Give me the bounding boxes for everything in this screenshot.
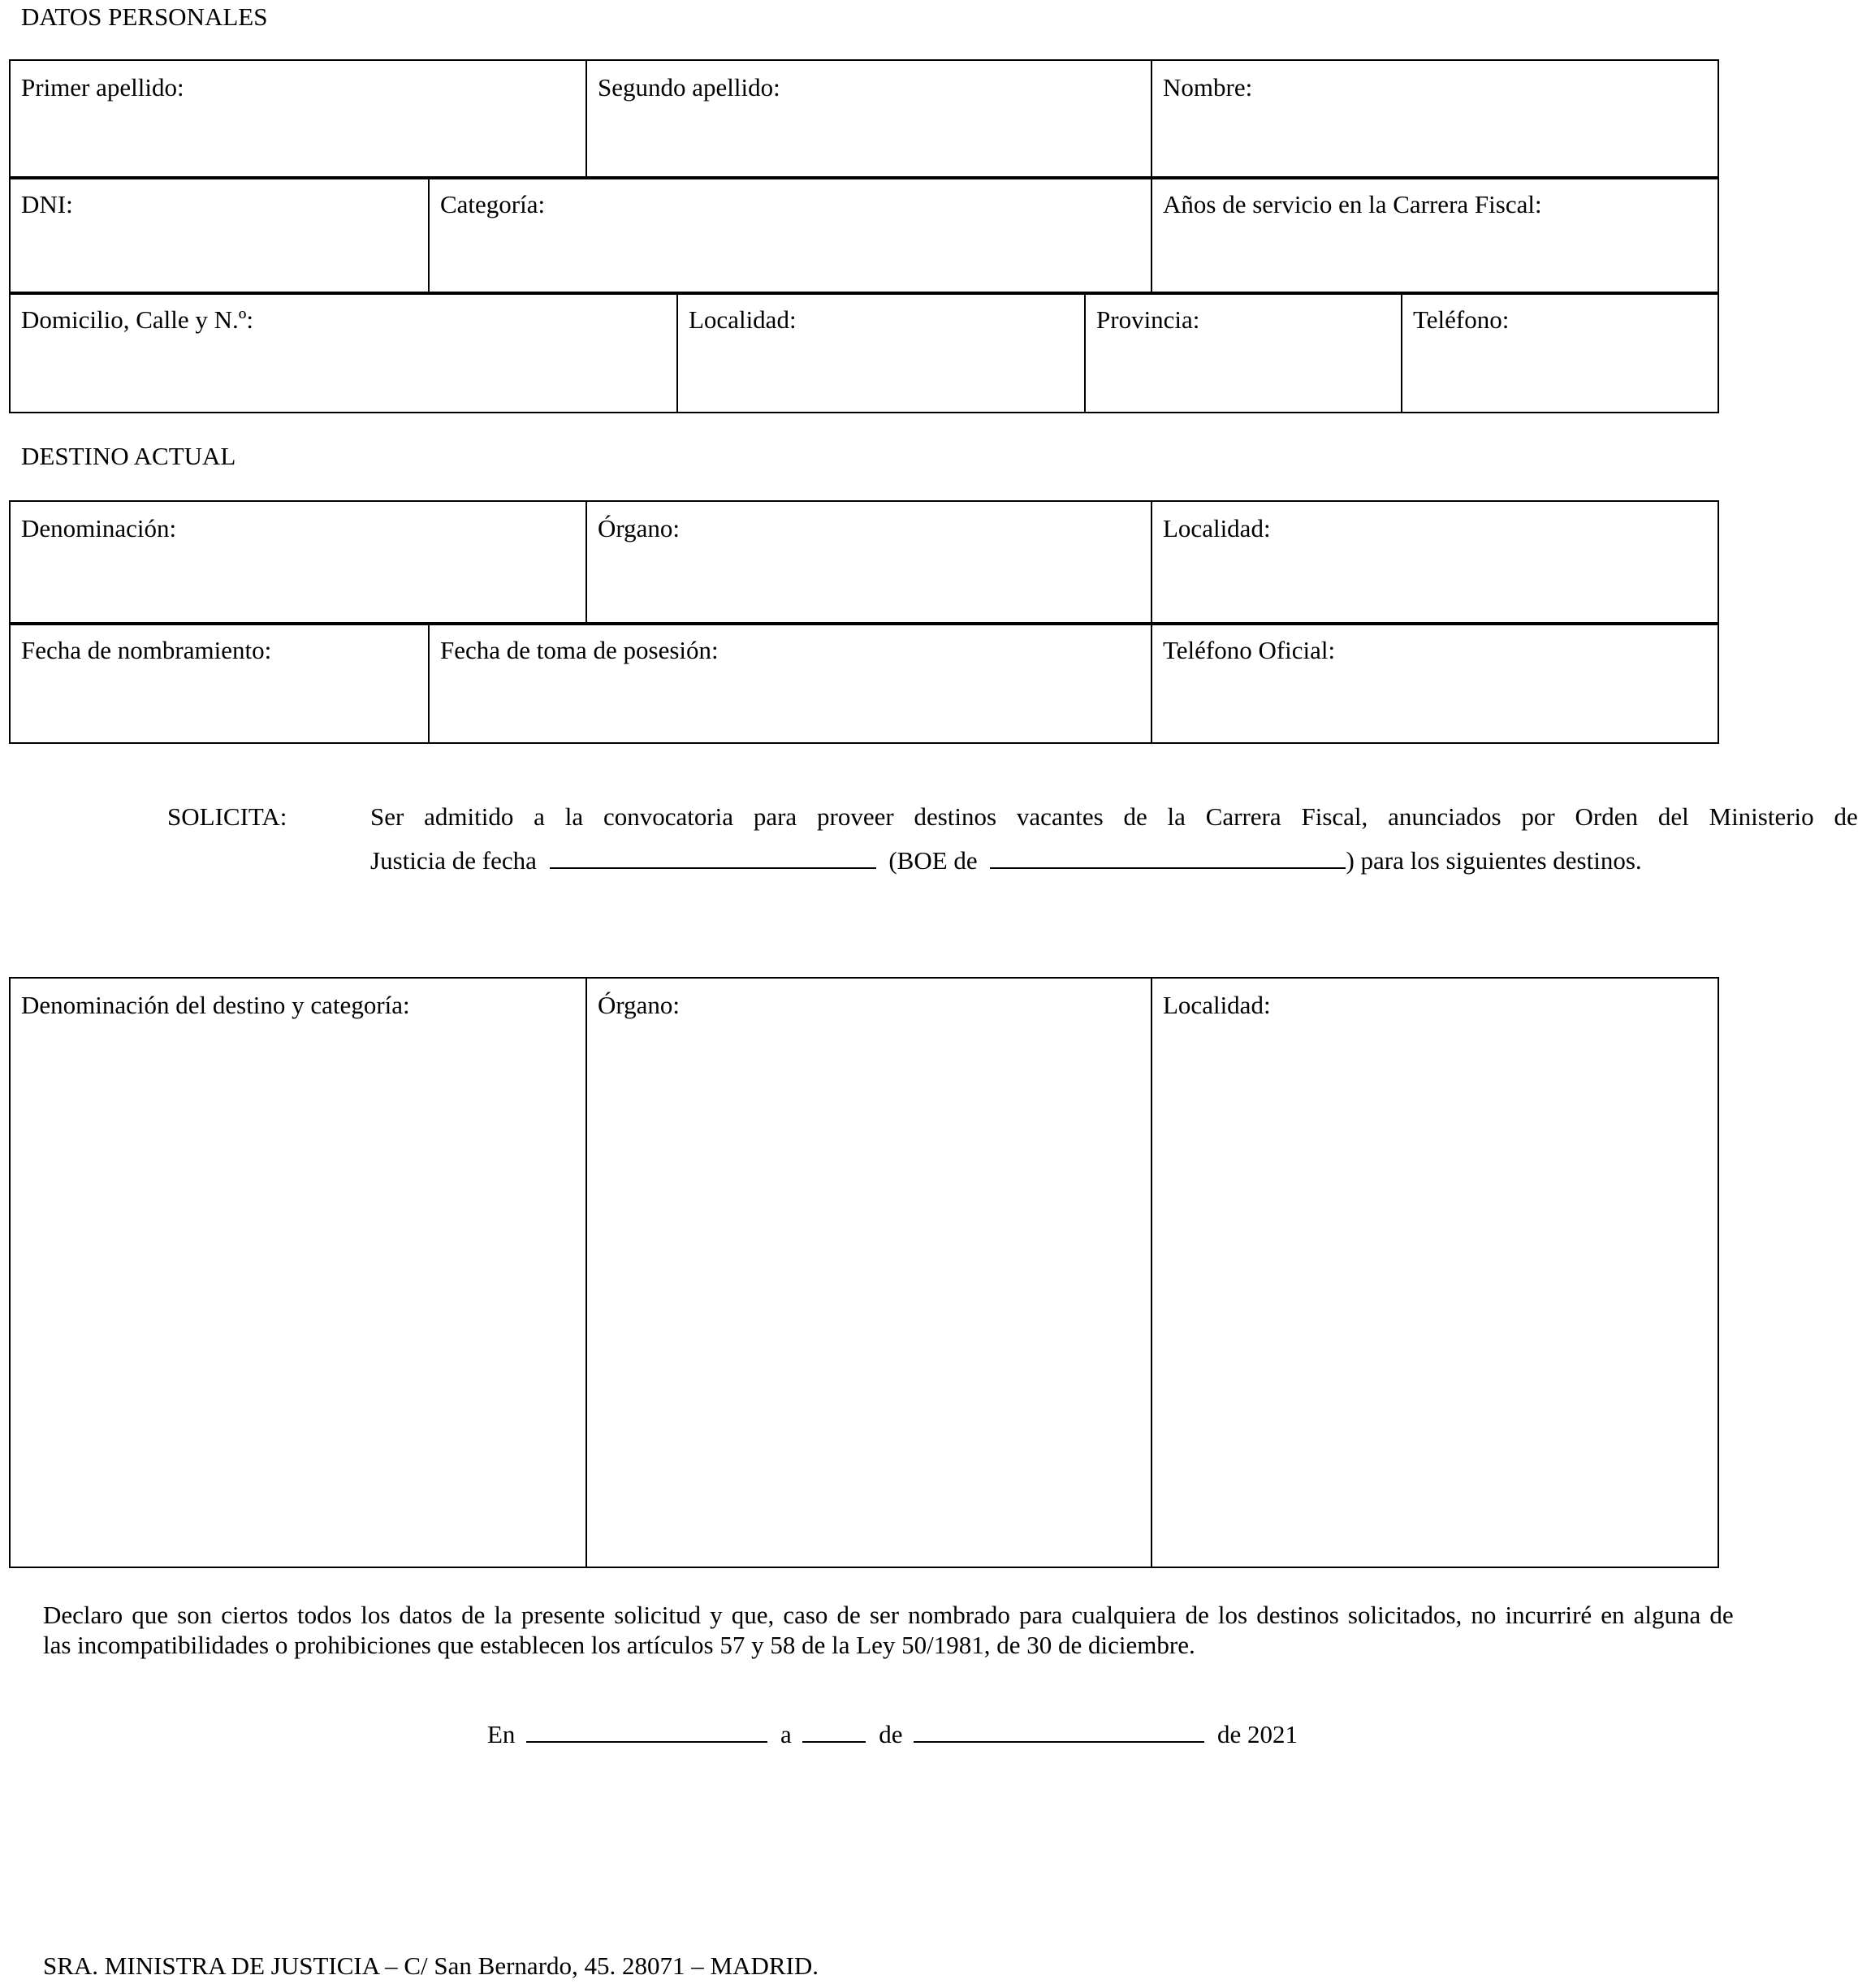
solicita-label: SOLICITA:: [167, 802, 287, 831]
declaracion-line1-word: que: [132, 1601, 168, 1629]
datos-personales-row3: [9, 292, 1719, 413]
declaracion-line1-word: son: [177, 1601, 213, 1629]
provincia-field[interactable]: [1085, 292, 1402, 413]
solicita-line1-word: anunciados: [1388, 802, 1502, 831]
anos-servicio-label: Años de servicio en la Carrera Fiscal:: [1163, 190, 1542, 218]
solicita-line1-word: del: [1657, 802, 1689, 831]
solicita-line1-word: de: [1834, 802, 1858, 831]
declaracion-line1-word: de: [1709, 1601, 1734, 1629]
de-text: de: [879, 1720, 903, 1748]
domicilio-label: Domicilio, Calle y N.º:: [21, 305, 253, 334]
solicita-line1-word: Ser: [370, 802, 404, 831]
declaracion-line1-word: presente: [521, 1601, 606, 1629]
declaracion-line1-word: incurriré: [1505, 1601, 1592, 1629]
declaracion-line1-word: que,: [731, 1601, 775, 1629]
declaracion-line1-word: los: [1217, 1601, 1248, 1629]
primer-apellido-label: Primer apellido:: [21, 73, 184, 102]
destinos-solicitados-table: [9, 977, 1719, 1568]
fecha-toma-posesion-field[interactable]: [429, 623, 1152, 743]
solicita-line1: [370, 804, 1858, 829]
organo-field[interactable]: [586, 501, 1152, 624]
justicia-de-fecha-text: Justicia de fecha: [370, 846, 537, 875]
organo-label: Órgano:: [598, 514, 681, 542]
solicita-line1-word: para: [753, 802, 797, 831]
solicita-line1-word: vacantes: [1016, 802, 1104, 831]
denominacion-field[interactable]: [10, 501, 586, 624]
localidad-label: Localidad:: [689, 305, 797, 334]
solicita-line2: [370, 846, 1858, 873]
categoria-field[interactable]: [429, 177, 1152, 294]
organo-destino-header: Órgano:: [598, 991, 681, 1019]
solicita-line1-word: proveer: [817, 802, 894, 831]
datos-personales-row1: [9, 59, 1719, 179]
declaracion-line1-word: la: [494, 1601, 512, 1629]
solicita-line1-word: la: [564, 802, 584, 831]
datos-personales-row2: [9, 176, 1719, 295]
solicita-line1-word: admitido: [424, 802, 514, 831]
telefono-field[interactable]: [1402, 292, 1718, 413]
localidad-field[interactable]: [677, 292, 1085, 413]
localidad-destino-column[interactable]: [1152, 978, 1718, 1567]
provincia-label: Provincia:: [1096, 305, 1200, 334]
declaracion-line1-word: para: [1018, 1601, 1063, 1629]
localidad-destino-field[interactable]: [1152, 501, 1718, 624]
categoria-label: Categoría:: [440, 190, 546, 218]
domicilio-field[interactable]: [10, 292, 677, 413]
localidad-destino-label: Localidad:: [1163, 514, 1271, 542]
fecha-orden-blank[interactable]: [550, 846, 876, 869]
declaracion-line1-word: ciertos: [221, 1601, 288, 1629]
solicita-line1-word: a: [534, 802, 545, 831]
dni-field[interactable]: [10, 177, 429, 294]
declaracion-paragraph: [43, 1600, 1734, 1660]
denominacion-destino-column[interactable]: [10, 978, 586, 1567]
fecha-toma-posesion-label: Fecha de toma de posesión:: [440, 636, 719, 664]
declaracion-line1-word: Declaro: [43, 1601, 123, 1629]
declaracion-line1-word: no: [1471, 1601, 1497, 1629]
declaracion-line1-word: y: [710, 1601, 723, 1629]
footer-address: SRA. MINISTRA DE JUSTICIA – C/ San Bernardo, 45. 28071 – MADRID.: [43, 1951, 819, 1980]
en-text: En: [487, 1720, 516, 1748]
solicita-paragraph: [370, 804, 1858, 873]
nombre-label: Nombre:: [1163, 73, 1253, 102]
boe-de-text: (BOE de: [888, 846, 978, 875]
solicita-line1-word: la: [1167, 802, 1186, 831]
fecha-nombramiento-field[interactable]: [10, 623, 429, 743]
declaracion-line1-word: en: [1601, 1601, 1625, 1629]
declaracion-line1-word: de: [836, 1601, 861, 1629]
nombre-field[interactable]: [1152, 60, 1718, 179]
fecha-nombramiento-label: Fecha de nombramiento:: [21, 636, 272, 664]
declaracion-line1-word: cualquiera: [1071, 1601, 1177, 1629]
destino-actual-row1: [9, 500, 1719, 625]
dia-blank[interactable]: [802, 1720, 866, 1743]
declaracion-line1-word: ser: [869, 1601, 900, 1629]
declaracion-line1-word: caso: [783, 1601, 828, 1629]
declaracion-line1-word: de: [1185, 1601, 1209, 1629]
declaracion-line1-word: de: [461, 1601, 486, 1629]
destino-actual-row2: [9, 622, 1719, 744]
declaracion-line1-word: solicitud: [614, 1601, 702, 1629]
anos-servicio-field[interactable]: [1152, 177, 1718, 294]
segundo-apellido-field[interactable]: [586, 60, 1152, 179]
a-text: a: [780, 1720, 792, 1748]
localidad-destino-header: Localidad:: [1163, 991, 1271, 1019]
declaracion-line1-word: nombrado: [908, 1601, 1010, 1629]
solicita-line1-word: Orden: [1575, 802, 1638, 831]
lugar-blank[interactable]: [526, 1720, 767, 1743]
declaracion-line1-word: alguna: [1633, 1601, 1701, 1629]
declaracion-line1-word: destinos: [1256, 1601, 1339, 1629]
solicita-line1-word: de: [1123, 802, 1147, 831]
segundo-apellido-label: Segundo apellido:: [598, 73, 780, 102]
solicita-line1-word: por: [1521, 802, 1555, 831]
telefono-oficial-label: Teléfono Oficial:: [1163, 636, 1336, 664]
declaracion-line1-word: los: [361, 1601, 391, 1629]
declaracion-line1-word: datos: [399, 1601, 452, 1629]
fecha-boe-blank[interactable]: [990, 846, 1346, 869]
lugar-fecha-line: [487, 1720, 1298, 1747]
organo-destino-column[interactable]: [586, 978, 1152, 1567]
declaracion-line2: las incompatibilidades o prohibiciones que establecen los artículos 57 y 58 de la Ley 50/1981, de 30 de diciembre.: [43, 1631, 1195, 1659]
denominacion-label: Denominación:: [21, 514, 177, 542]
solicita-line1-word: Fiscal,: [1301, 802, 1368, 831]
solicita-line1-word: Ministerio: [1709, 802, 1814, 831]
solicita-line1-word: Carrera: [1205, 802, 1281, 831]
section-title-destino-actual: DESTINO ACTUAL: [21, 442, 236, 470]
telefono-oficial-field[interactable]: [1152, 623, 1718, 743]
de-year-text: de 2021: [1216, 1720, 1298, 1748]
primer-apellido-field[interactable]: [10, 60, 586, 179]
solicita-line1-word: convocatoria: [603, 802, 734, 831]
telefono-label: Teléfono:: [1413, 305, 1510, 334]
declaracion-line1-word: solicitados,: [1347, 1601, 1463, 1629]
denominacion-destino-header: Denominación del destino y categoría:: [21, 991, 410, 1019]
mes-blank[interactable]: [914, 1720, 1204, 1743]
declaracion-line1-word: todos: [296, 1601, 352, 1629]
siguientes-destinos-text: ) para los siguientes destinos.: [1346, 846, 1642, 875]
solicita-line1-word: destinos: [914, 802, 997, 831]
declaracion-line1: [43, 1600, 1734, 1630]
section-title-datos-personales: DATOS PERSONALES: [21, 2, 268, 31]
dni-label: DNI:: [21, 190, 73, 218]
